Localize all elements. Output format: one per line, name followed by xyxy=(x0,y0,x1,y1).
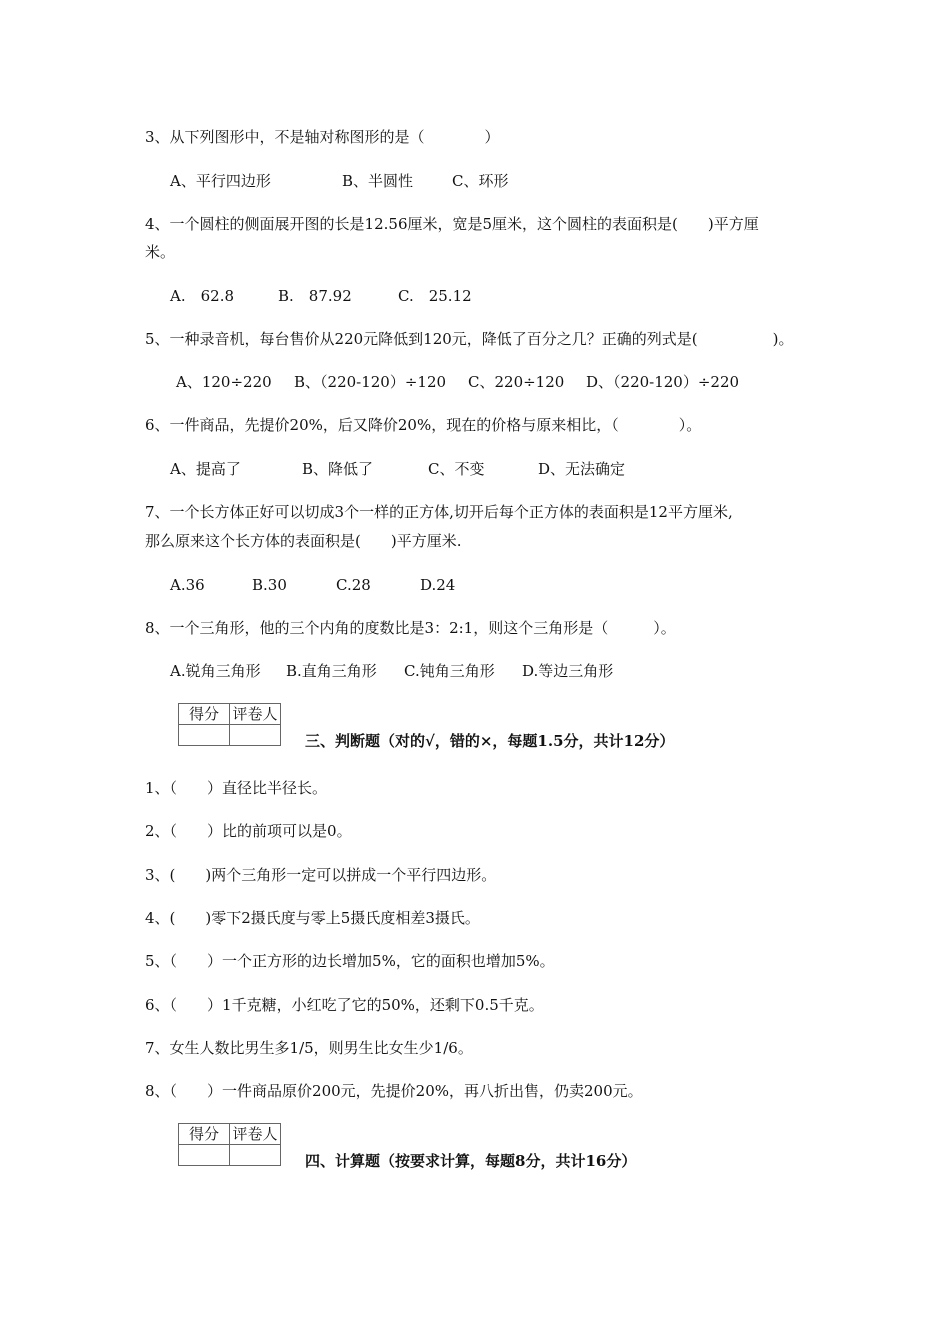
question-3-options xyxy=(170,171,508,191)
question-5-stem: 5、一种录音机，每台售价从220元降低到120元，降低了百分之几？正确的列式是( )。 xyxy=(145,330,794,348)
question-4-stem-line1: 4、一个圆柱的侧面展开图的长是12.56厘米，宽是5厘米，这个圆柱的表面积是( )平方厘 xyxy=(145,215,759,233)
grader-label: 评卷人 xyxy=(230,704,281,725)
option-b: B.30 xyxy=(252,576,287,594)
option-a: A、提高了 xyxy=(170,460,241,478)
judge-item-4: 4、( )零下2摄氏度与零上5摄氏度相差3摄氏。 xyxy=(145,909,480,927)
option-c: C. 25.12 xyxy=(398,287,472,305)
option-b: B. 87.92 xyxy=(278,287,352,305)
option-b: B、（220-120）÷120 xyxy=(294,373,447,391)
question-4-stem-line2: 米。 xyxy=(145,243,176,261)
question-5-options xyxy=(176,372,739,392)
question-7-stem-line2: 那么原来这个长方体的表面积是( )平方厘米. xyxy=(145,532,462,550)
grader-cell xyxy=(230,725,281,746)
option-d: D、无法确定 xyxy=(538,460,626,478)
question-8-options xyxy=(170,661,613,681)
question-8-stem: 8、一个三角形，他的三个内角的度数比是3：2:1，则这个三角形是（ ）。 xyxy=(145,619,676,637)
section-4-title: 四、计算题（按要求计算，每题8分，共计16分） xyxy=(305,1152,637,1170)
question-7-options xyxy=(170,575,455,595)
option-a: A. 62.8 xyxy=(170,287,234,305)
question-4-options xyxy=(170,286,472,306)
judge-item-1: 1、（ ）直径比半径长。 xyxy=(145,779,328,797)
option-c: C、不变 xyxy=(428,460,485,478)
judge-item-6: 6、（ ）1千克糖，小红吃了它的50%，还剩下0.5千克。 xyxy=(145,996,544,1014)
score-cell xyxy=(179,725,230,746)
option-b: B、降低了 xyxy=(302,460,374,478)
option-b: B、半圆性 xyxy=(342,172,414,190)
option-d: D、（220-120）÷220 xyxy=(586,373,740,391)
section-3-title: 三、判断题（对的√，错的×，每题1.5分，共计12分） xyxy=(305,732,675,750)
judge-item-8: 8、（ ）一件商品原价200元，先提价20%，再八折出售，仍卖200元。 xyxy=(145,1082,643,1100)
question-6-stem: 6、一件商品，先提价20%，后又降价20%，现在的价格与原来相比，（ ）。 xyxy=(145,416,702,434)
option-a: A.36 xyxy=(170,576,205,594)
option-c: C、环形 xyxy=(452,172,509,190)
question-3-stem: 3、从下列图形中，不是轴对称图形的是（ ） xyxy=(145,128,500,146)
option-a: A、平行四边形 xyxy=(170,172,271,190)
option-d: D.24 xyxy=(420,576,456,594)
score-label: 得分 xyxy=(179,704,230,725)
score-cell xyxy=(179,1145,230,1166)
option-a: A、120÷220 xyxy=(176,373,272,391)
score-box-section-4 xyxy=(178,1123,281,1166)
grader-cell xyxy=(230,1145,281,1166)
judge-item-2: 2、（ ）比的前项可以是0。 xyxy=(145,822,352,840)
question-6-options xyxy=(170,459,625,479)
option-a: A.锐角三角形 xyxy=(170,662,261,680)
score-box-section-3 xyxy=(178,703,281,746)
option-c: C、220÷120 xyxy=(468,373,565,391)
option-d: D.等边三角形 xyxy=(522,662,614,680)
judge-item-5: 5、（ ）一个正方形的边长增加5%，它的面积也增加5%。 xyxy=(145,952,555,970)
option-c: C.28 xyxy=(336,576,371,594)
option-c: C.钝角三角形 xyxy=(404,662,495,680)
question-7-stem-line1: 7、一个长方体正好可以切成3个一样的正方体,切开后每个正方体的表面积是12平方厘米, xyxy=(145,503,733,521)
judge-item-3: 3、( )两个三角形一定可以拼成一个平行四边形。 xyxy=(145,866,497,884)
grader-label: 评卷人 xyxy=(230,1124,281,1145)
judge-item-7: 7、女生人数比男生多1/5，则男生比女生少1/6。 xyxy=(145,1039,473,1057)
option-b: B.直角三角形 xyxy=(286,662,377,680)
score-label: 得分 xyxy=(179,1124,230,1145)
